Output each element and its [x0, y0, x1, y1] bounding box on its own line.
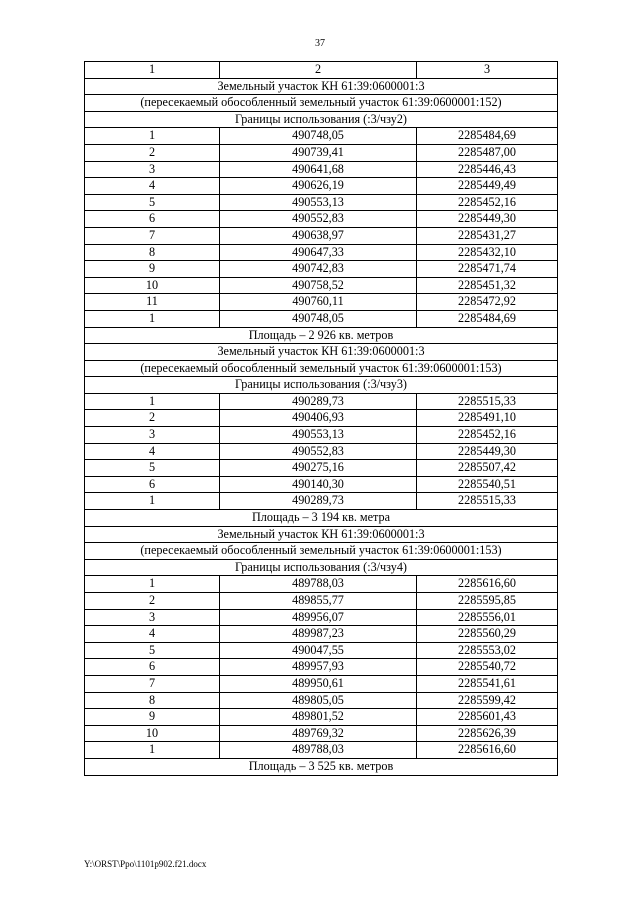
- coord-x: 490748,05: [220, 310, 417, 327]
- point-number: 9: [85, 261, 220, 278]
- block-area-row: [85, 510, 558, 527]
- coord-y: 2285601,43: [417, 709, 558, 726]
- coord-x: 489987,23: [220, 626, 417, 643]
- coord-x: 490758,52: [220, 277, 417, 294]
- block-boundary: Границы использования (:3/чзу3): [85, 377, 558, 394]
- point-number: 10: [85, 725, 220, 742]
- coord-y: 2285472,92: [417, 294, 558, 311]
- coord-x: 489957,93: [220, 659, 417, 676]
- block-boundary: Границы использования (:3/чзу2): [85, 111, 558, 128]
- block-boundary: Границы использования (:3/чзу4): [85, 559, 558, 576]
- coord-y: 2285595,85: [417, 593, 558, 610]
- point-number: 3: [85, 427, 220, 444]
- header-cell-3: 3: [417, 62, 558, 79]
- block-title-line1: Земельный участок КН 61:39:0600001:3: [85, 526, 558, 543]
- coord-x: 490647,33: [220, 244, 417, 261]
- table-row: [85, 144, 558, 161]
- table-row: [85, 692, 558, 709]
- point-number: 1: [85, 576, 220, 593]
- coord-y: 2285540,72: [417, 659, 558, 676]
- table-row: [85, 460, 558, 477]
- coord-x: 490552,83: [220, 443, 417, 460]
- block-area: Площадь – 3 525 кв. метров: [85, 758, 558, 775]
- point-number: 6: [85, 476, 220, 493]
- coord-y: 2285560,29: [417, 626, 558, 643]
- coord-y: 2285556,01: [417, 609, 558, 626]
- coord-x: 490289,73: [220, 493, 417, 510]
- block-boundary-row: [85, 377, 558, 394]
- coord-y: 2285446,43: [417, 161, 558, 178]
- table-row: [85, 709, 558, 726]
- coord-x: 489788,03: [220, 576, 417, 593]
- table-row: [85, 642, 558, 659]
- table-row: [85, 393, 558, 410]
- table-row: [85, 161, 558, 178]
- coord-x: 490553,13: [220, 194, 417, 211]
- coord-y: 2285515,33: [417, 393, 558, 410]
- block-title-line2: (пересекаемый обособленный земельный участок 61:39:0600001:153): [85, 360, 558, 377]
- block-title-line2-row: [85, 360, 558, 377]
- point-number: 1: [85, 493, 220, 510]
- coord-y: 2285449,30: [417, 211, 558, 228]
- coord-y: 2285491,10: [417, 410, 558, 427]
- coord-x: 490289,73: [220, 393, 417, 410]
- coord-x: 490641,68: [220, 161, 417, 178]
- table-row: [85, 211, 558, 228]
- coord-y: 2285540,51: [417, 476, 558, 493]
- table-row: [85, 178, 558, 195]
- point-number: 1: [85, 128, 220, 145]
- table-row: [85, 294, 558, 311]
- coord-x: 490739,41: [220, 144, 417, 161]
- header-row: [85, 62, 558, 79]
- block-area: Площадь – 3 194 кв. метра: [85, 510, 558, 527]
- coord-y: 2285471,74: [417, 261, 558, 278]
- block-title-line1: Земельный участок КН 61:39:0600001:3: [85, 78, 558, 95]
- coord-y: 2285452,16: [417, 427, 558, 444]
- coord-y: 2285507,42: [417, 460, 558, 477]
- coord-y: 2285432,10: [417, 244, 558, 261]
- coord-x: 489805,05: [220, 692, 417, 709]
- point-number: 8: [85, 692, 220, 709]
- block-area-row: [85, 758, 558, 775]
- coord-y: 2285451,32: [417, 277, 558, 294]
- coord-x: 490626,19: [220, 178, 417, 195]
- header-cell-2: 2: [220, 62, 417, 79]
- block-title-line1-row: [85, 344, 558, 361]
- coord-y: 2285487,00: [417, 144, 558, 161]
- block-title-line1-row: [85, 526, 558, 543]
- table-row: [85, 244, 558, 261]
- table-row: [85, 609, 558, 626]
- table-row: [85, 675, 558, 692]
- point-number: 5: [85, 642, 220, 659]
- block-area: Площадь – 2 926 кв. метров: [85, 327, 558, 344]
- table-row: [85, 427, 558, 444]
- coord-y: 2285626,39: [417, 725, 558, 742]
- point-number: 2: [85, 410, 220, 427]
- point-number: 3: [85, 161, 220, 178]
- point-number: 6: [85, 211, 220, 228]
- table-row: [85, 128, 558, 145]
- coord-y: 2285452,16: [417, 194, 558, 211]
- coord-x: 489956,07: [220, 609, 417, 626]
- point-number: 5: [85, 194, 220, 211]
- point-number: 8: [85, 244, 220, 261]
- table-row: [85, 410, 558, 427]
- coord-x: 490553,13: [220, 427, 417, 444]
- page-number: 37: [315, 38, 325, 49]
- table-row: [85, 476, 558, 493]
- table-row: [85, 277, 558, 294]
- coord-x: 490406,93: [220, 410, 417, 427]
- block-title-line1: Земельный участок КН 61:39:0600001:3: [85, 344, 558, 361]
- header-cell-1: 1: [85, 62, 220, 79]
- coord-y: 2285449,30: [417, 443, 558, 460]
- point-number: 7: [85, 227, 220, 244]
- table-row: [85, 443, 558, 460]
- table-row: [85, 725, 558, 742]
- coord-x: 489855,77: [220, 593, 417, 610]
- point-number: 1: [85, 742, 220, 759]
- coordinates-table: [84, 61, 558, 776]
- coord-x: 490760,11: [220, 294, 417, 311]
- point-number: 11: [85, 294, 220, 311]
- coord-y: 2285515,33: [417, 493, 558, 510]
- coord-x: 489801,52: [220, 709, 417, 726]
- coord-x: 490140,30: [220, 476, 417, 493]
- point-number: 9: [85, 709, 220, 726]
- coord-x: 490748,05: [220, 128, 417, 145]
- block-title-line2-row: [85, 543, 558, 560]
- point-number: 4: [85, 178, 220, 195]
- coord-y: 2285599,42: [417, 692, 558, 709]
- coord-x: 490638,97: [220, 227, 417, 244]
- block-title-line2: (пересекаемый обособленный земельный участок 61:39:0600001:152): [85, 95, 558, 112]
- table-row: [85, 626, 558, 643]
- coordinates-table-body: [85, 62, 558, 776]
- block-area-row: [85, 327, 558, 344]
- table-row: [85, 659, 558, 676]
- coord-y: 2285541,61: [417, 675, 558, 692]
- coord-x: 490275,16: [220, 460, 417, 477]
- block-title-line1-row: [85, 78, 558, 95]
- coord-y: 2285616,60: [417, 576, 558, 593]
- point-number: 2: [85, 144, 220, 161]
- coord-y: 2285553,02: [417, 642, 558, 659]
- footer-file-path: Y:\ORST\Ppo\1101p902.f21.docx: [84, 859, 207, 869]
- point-number: 4: [85, 626, 220, 643]
- point-number: 1: [85, 310, 220, 327]
- table-row: [85, 261, 558, 278]
- coord-y: 2285484,69: [417, 128, 558, 145]
- point-number: 7: [85, 675, 220, 692]
- point-number: 10: [85, 277, 220, 294]
- block-title-line2: (пересекаемый обособленный земельный участок 61:39:0600001:153): [85, 543, 558, 560]
- table-row: [85, 310, 558, 327]
- coord-x: 489769,32: [220, 725, 417, 742]
- point-number: 4: [85, 443, 220, 460]
- coord-y: 2285616,60: [417, 742, 558, 759]
- point-number: 3: [85, 609, 220, 626]
- table-row: [85, 194, 558, 211]
- coord-x: 489950,61: [220, 675, 417, 692]
- table-row: [85, 493, 558, 510]
- table-row: [85, 576, 558, 593]
- point-number: 5: [85, 460, 220, 477]
- block-boundary-row: [85, 559, 558, 576]
- point-number: 1: [85, 393, 220, 410]
- block-boundary-row: [85, 111, 558, 128]
- coord-x: 490742,83: [220, 261, 417, 278]
- table-row: [85, 227, 558, 244]
- table-row: [85, 593, 558, 610]
- point-number: 2: [85, 593, 220, 610]
- coord-y: 2285484,69: [417, 310, 558, 327]
- coord-x: 489788,03: [220, 742, 417, 759]
- point-number: 6: [85, 659, 220, 676]
- table-row: [85, 742, 558, 759]
- coord-y: 2285431,27: [417, 227, 558, 244]
- block-title-line2-row: [85, 95, 558, 112]
- coord-y: 2285449,49: [417, 178, 558, 195]
- coord-x: 490047,55: [220, 642, 417, 659]
- coord-x: 490552,83: [220, 211, 417, 228]
